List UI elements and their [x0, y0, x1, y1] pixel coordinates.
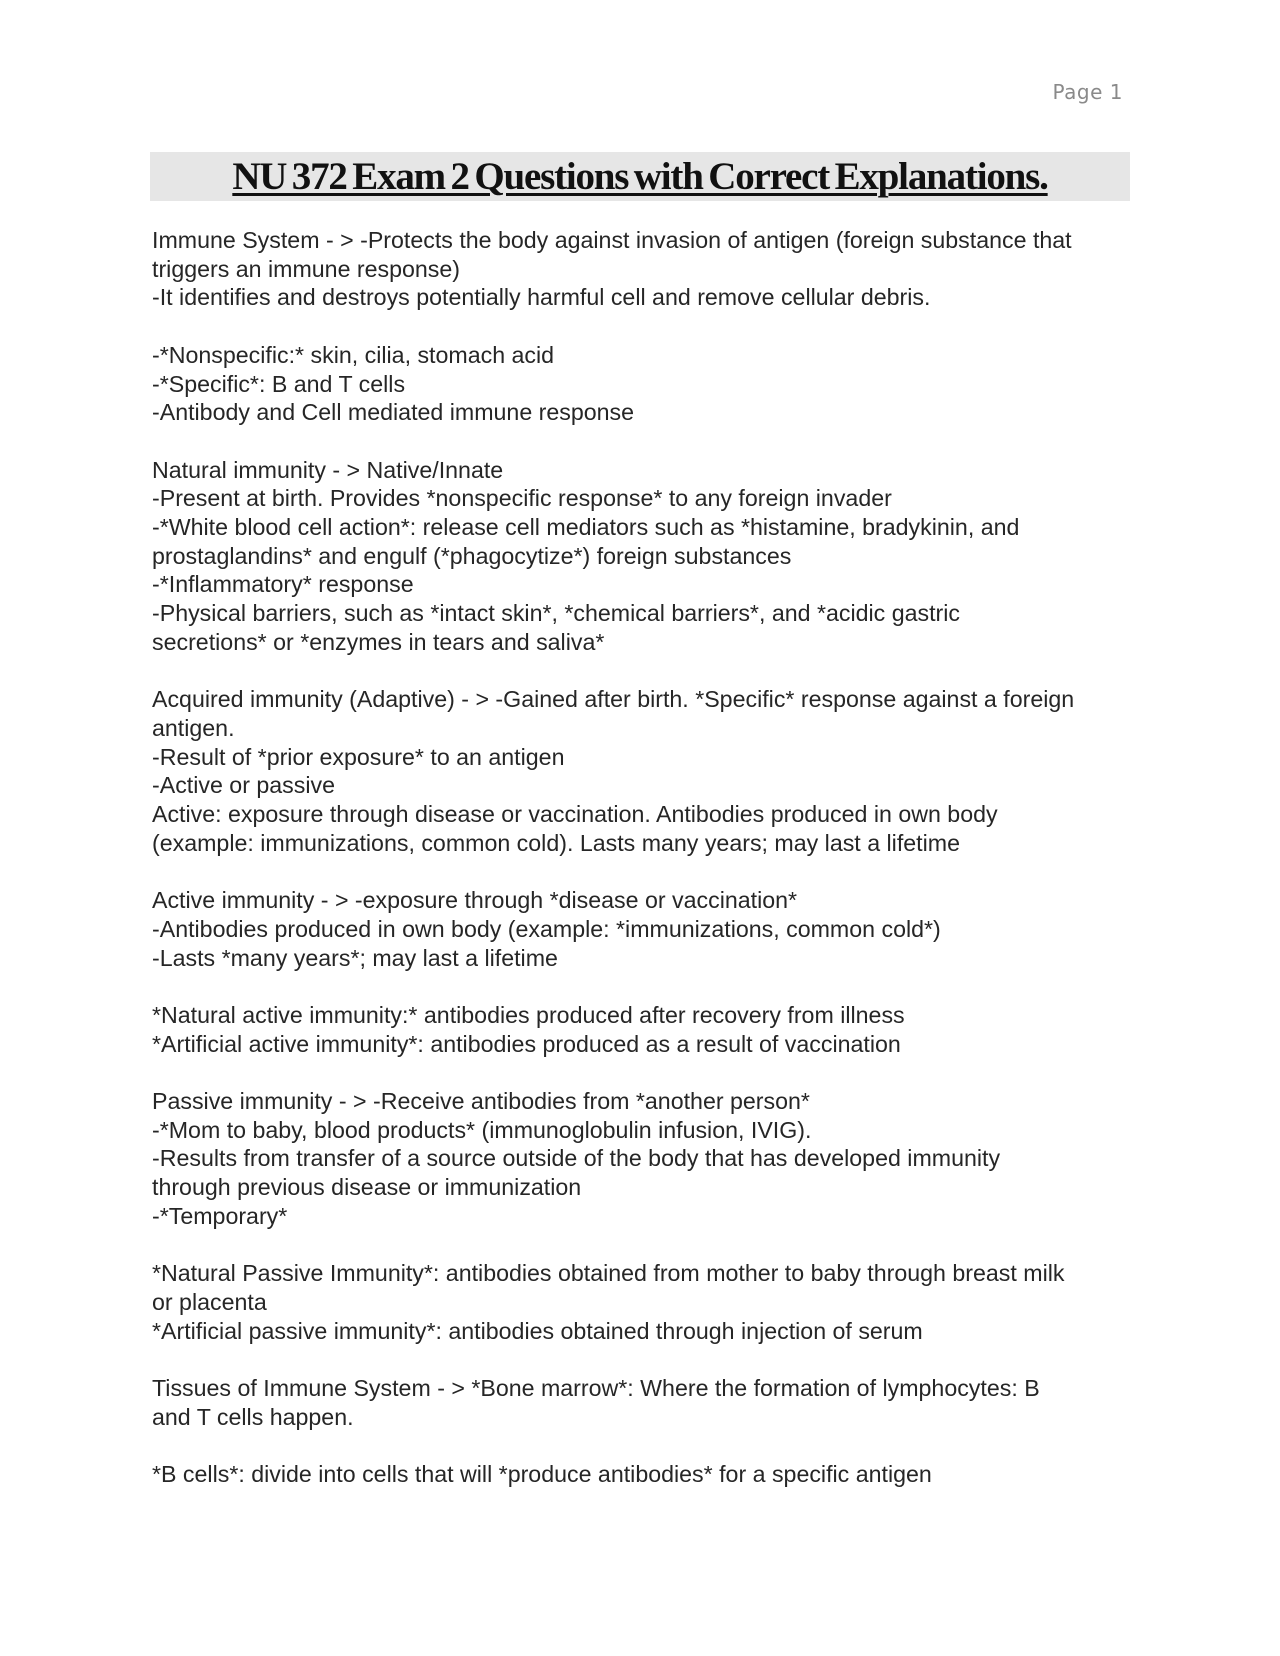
text-line: -Active or passive	[152, 772, 335, 799]
document-body	[152, 226, 1132, 1517]
document-title: NU 372 Exam 2 Questions with Correct Explanations.	[232, 155, 1048, 198]
text-line: secretions* or *enzymes in tears and saliva*	[152, 628, 605, 655]
text-line: -*White blood cell action*: release cell mediators such as *histamine, bradykinin, and	[152, 514, 1020, 540]
section-tissues	[152, 1374, 1132, 1431]
text-line: -Results from transfer of a source outside of the body that has developed immunity	[152, 1145, 1001, 1172]
text-line: *B cells*: divide into cells that will *produce antibodies* for a specific antigen	[152, 1461, 932, 1488]
text-line: *Natural active immunity:* antibodies produced after recovery from illness	[152, 1001, 905, 1028]
section-immune-system	[152, 226, 1132, 312]
text-line: through previous disease or immunization	[152, 1174, 582, 1201]
text-line: -Present at birth. Provides *nonspecific response* to any foreign invader	[152, 485, 892, 512]
text-line: prostaglandins* and engulf (*phagocytize*) foreign substances	[152, 542, 792, 569]
text-line: Natural immunity - > Native/Innate	[152, 456, 504, 483]
text-line: Active immunity - > -exposure through *disease or vaccination*	[152, 887, 798, 914]
section-natural-immunity	[152, 456, 1132, 657]
section-active-immunity	[152, 886, 1132, 972]
text-line: triggers an immune response)	[152, 255, 461, 282]
text-line: antigen.	[152, 714, 235, 741]
text-line: and T cells happen.	[152, 1403, 354, 1430]
text-line: Passive immunity - > -Receive antibodies from *another person*	[152, 1088, 810, 1114]
text-line: or placenta	[152, 1288, 267, 1315]
text-line: -It identifies and destroys potentially harmful cell and remove cellular debris.	[152, 284, 931, 311]
page-number: Page 1	[1052, 80, 1123, 104]
section-passive-immunity	[152, 1087, 1132, 1231]
text-line: Immune System - > -Protects the body against invasion of antigen (foreign substance that	[152, 227, 1072, 253]
text-line: -*Inflammatory* response	[152, 571, 414, 598]
text-line: -Antibodies produced in own body (example: *immunizations, common cold*)	[152, 915, 941, 942]
text-line: -*Temporary*	[152, 1202, 288, 1229]
text-line: -Result of *prior exposure* to an antigen	[152, 743, 565, 770]
text-line: *Artificial active immunity*: antibodies produced as a result of vaccination	[152, 1030, 901, 1057]
text-line: -Lasts *many years*; may last a lifetime	[152, 944, 558, 971]
text-line: -Physical barriers, such as *intact skin*, *chemical barriers*, and *acidic gastric	[152, 600, 961, 627]
text-line: Tissues of Immune System - > *Bone marrow*: Where the formation of lymphocytes: B	[152, 1375, 1040, 1401]
section-b-cells	[152, 1460, 1132, 1489]
text-line: -*Nonspecific:* skin, cilia, stomach acid	[152, 341, 555, 368]
text-line: Acquired immunity (Adaptive) - > -Gained after birth. *Specific* response against a foreign	[152, 686, 1075, 713]
section-active-types	[152, 1001, 1132, 1058]
section-acquired-immunity	[152, 685, 1132, 857]
text-line: *Artificial passive immunity*: antibodies obtained through injection of serum	[152, 1317, 923, 1344]
text-line: -Antibody and Cell mediated immune response	[152, 399, 635, 426]
section-specificity	[152, 341, 1132, 427]
text-line: *Natural Passive Immunity*: antibodies obtained from mother to baby through breast milk	[152, 1260, 1065, 1287]
text-line: -*Mom to baby, blood products* (immunoglobulin infusion, IVIG).	[152, 1116, 812, 1143]
section-passive-types	[152, 1259, 1132, 1345]
text-line: -*Specific*: B and T cells	[152, 370, 406, 397]
text-line: Active: exposure through disease or vaccination. Antibodies produced in own body	[152, 801, 998, 828]
text-line: (example: immunizations, common cold). Lasts many years; may last a lifetime	[152, 829, 960, 856]
